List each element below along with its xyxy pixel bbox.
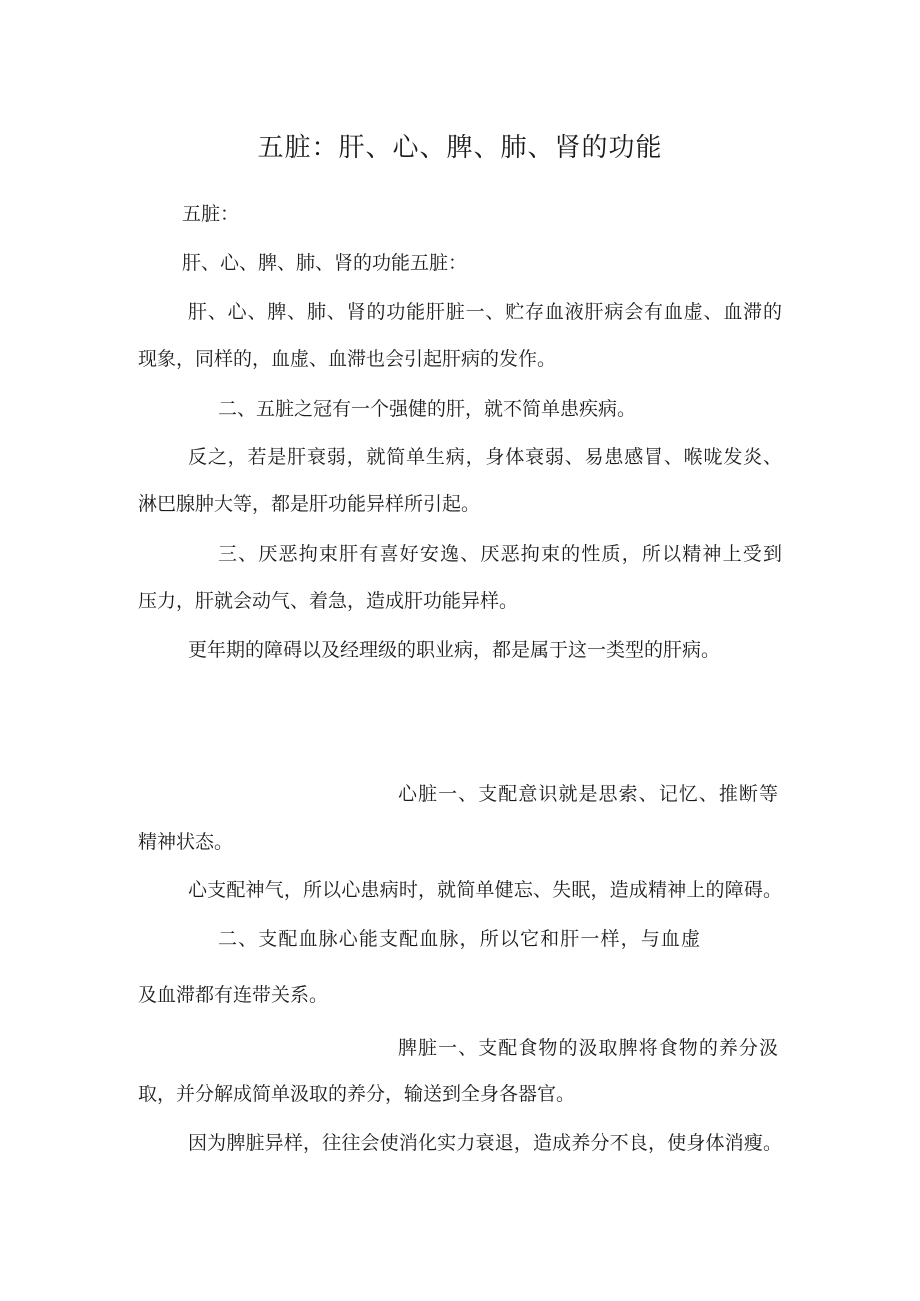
paragraph-line: 心支配神气，所以心患病时，就简单健忘、失眠，造成精神上的障碍。	[188, 879, 782, 901]
document-title: 五脏：肝、心、脾、肺、肾的功能	[257, 133, 663, 163]
paragraph-line: 三、厌恶拘束肝有喜好安逸、厌恶拘束的性质，所以精神上受到	[218, 543, 782, 565]
paragraph-line: 五脏：	[182, 203, 240, 225]
paragraph-line: 肝、心、脾、肺、肾的功能五脏：	[182, 252, 468, 274]
paragraph-line: 压力，肝就会动气、着急，造成肝功能异样。	[138, 590, 519, 612]
paragraph-line: 取，并分解成简单汲取的养分，输送到全身各器官。	[138, 1083, 576, 1105]
paragraph-line: 及血滞都有连带关系。	[138, 984, 329, 1006]
paragraph-line: 淋巴腺肿大等，都是肝功能异样所引起。	[138, 493, 481, 515]
paragraph-line: 精神状态。	[138, 831, 234, 853]
paragraph-line: 因为脾脏异样，往往会使消化实力衰退，造成养分不良，使身体消瘦。	[188, 1132, 782, 1154]
paragraph-line: 更年期的障碍以及经理级的职业病，都是属于这一类型的肝病。	[188, 639, 721, 661]
paragraph-line: 二、支配血脉心能支配血脉，所以它和肝一样，与血虚	[218, 928, 700, 950]
paragraph-line: 脾脏一、支配食物的汲取脾将食物的养分汲	[398, 1037, 778, 1059]
paragraph-line: 二、五脏之冠有一个强健的肝，就不简单患疾病。	[218, 398, 637, 420]
paragraph-line: 现象，同样的，血虚、血滞也会引起肝病的发作。	[138, 348, 557, 370]
paragraph-line: 反之，若是肝衰弱，就简单生病，身体衰弱、易患感冒、喉咙发炎、	[188, 446, 782, 468]
paragraph-line: 肝、心、脾、肺、肾的功能肝脏一、贮存血液肝病会有血虚、血滞的	[188, 301, 782, 323]
paragraph-line: 心脏一、支配意识就是思索、记忆、推断等	[398, 783, 778, 805]
